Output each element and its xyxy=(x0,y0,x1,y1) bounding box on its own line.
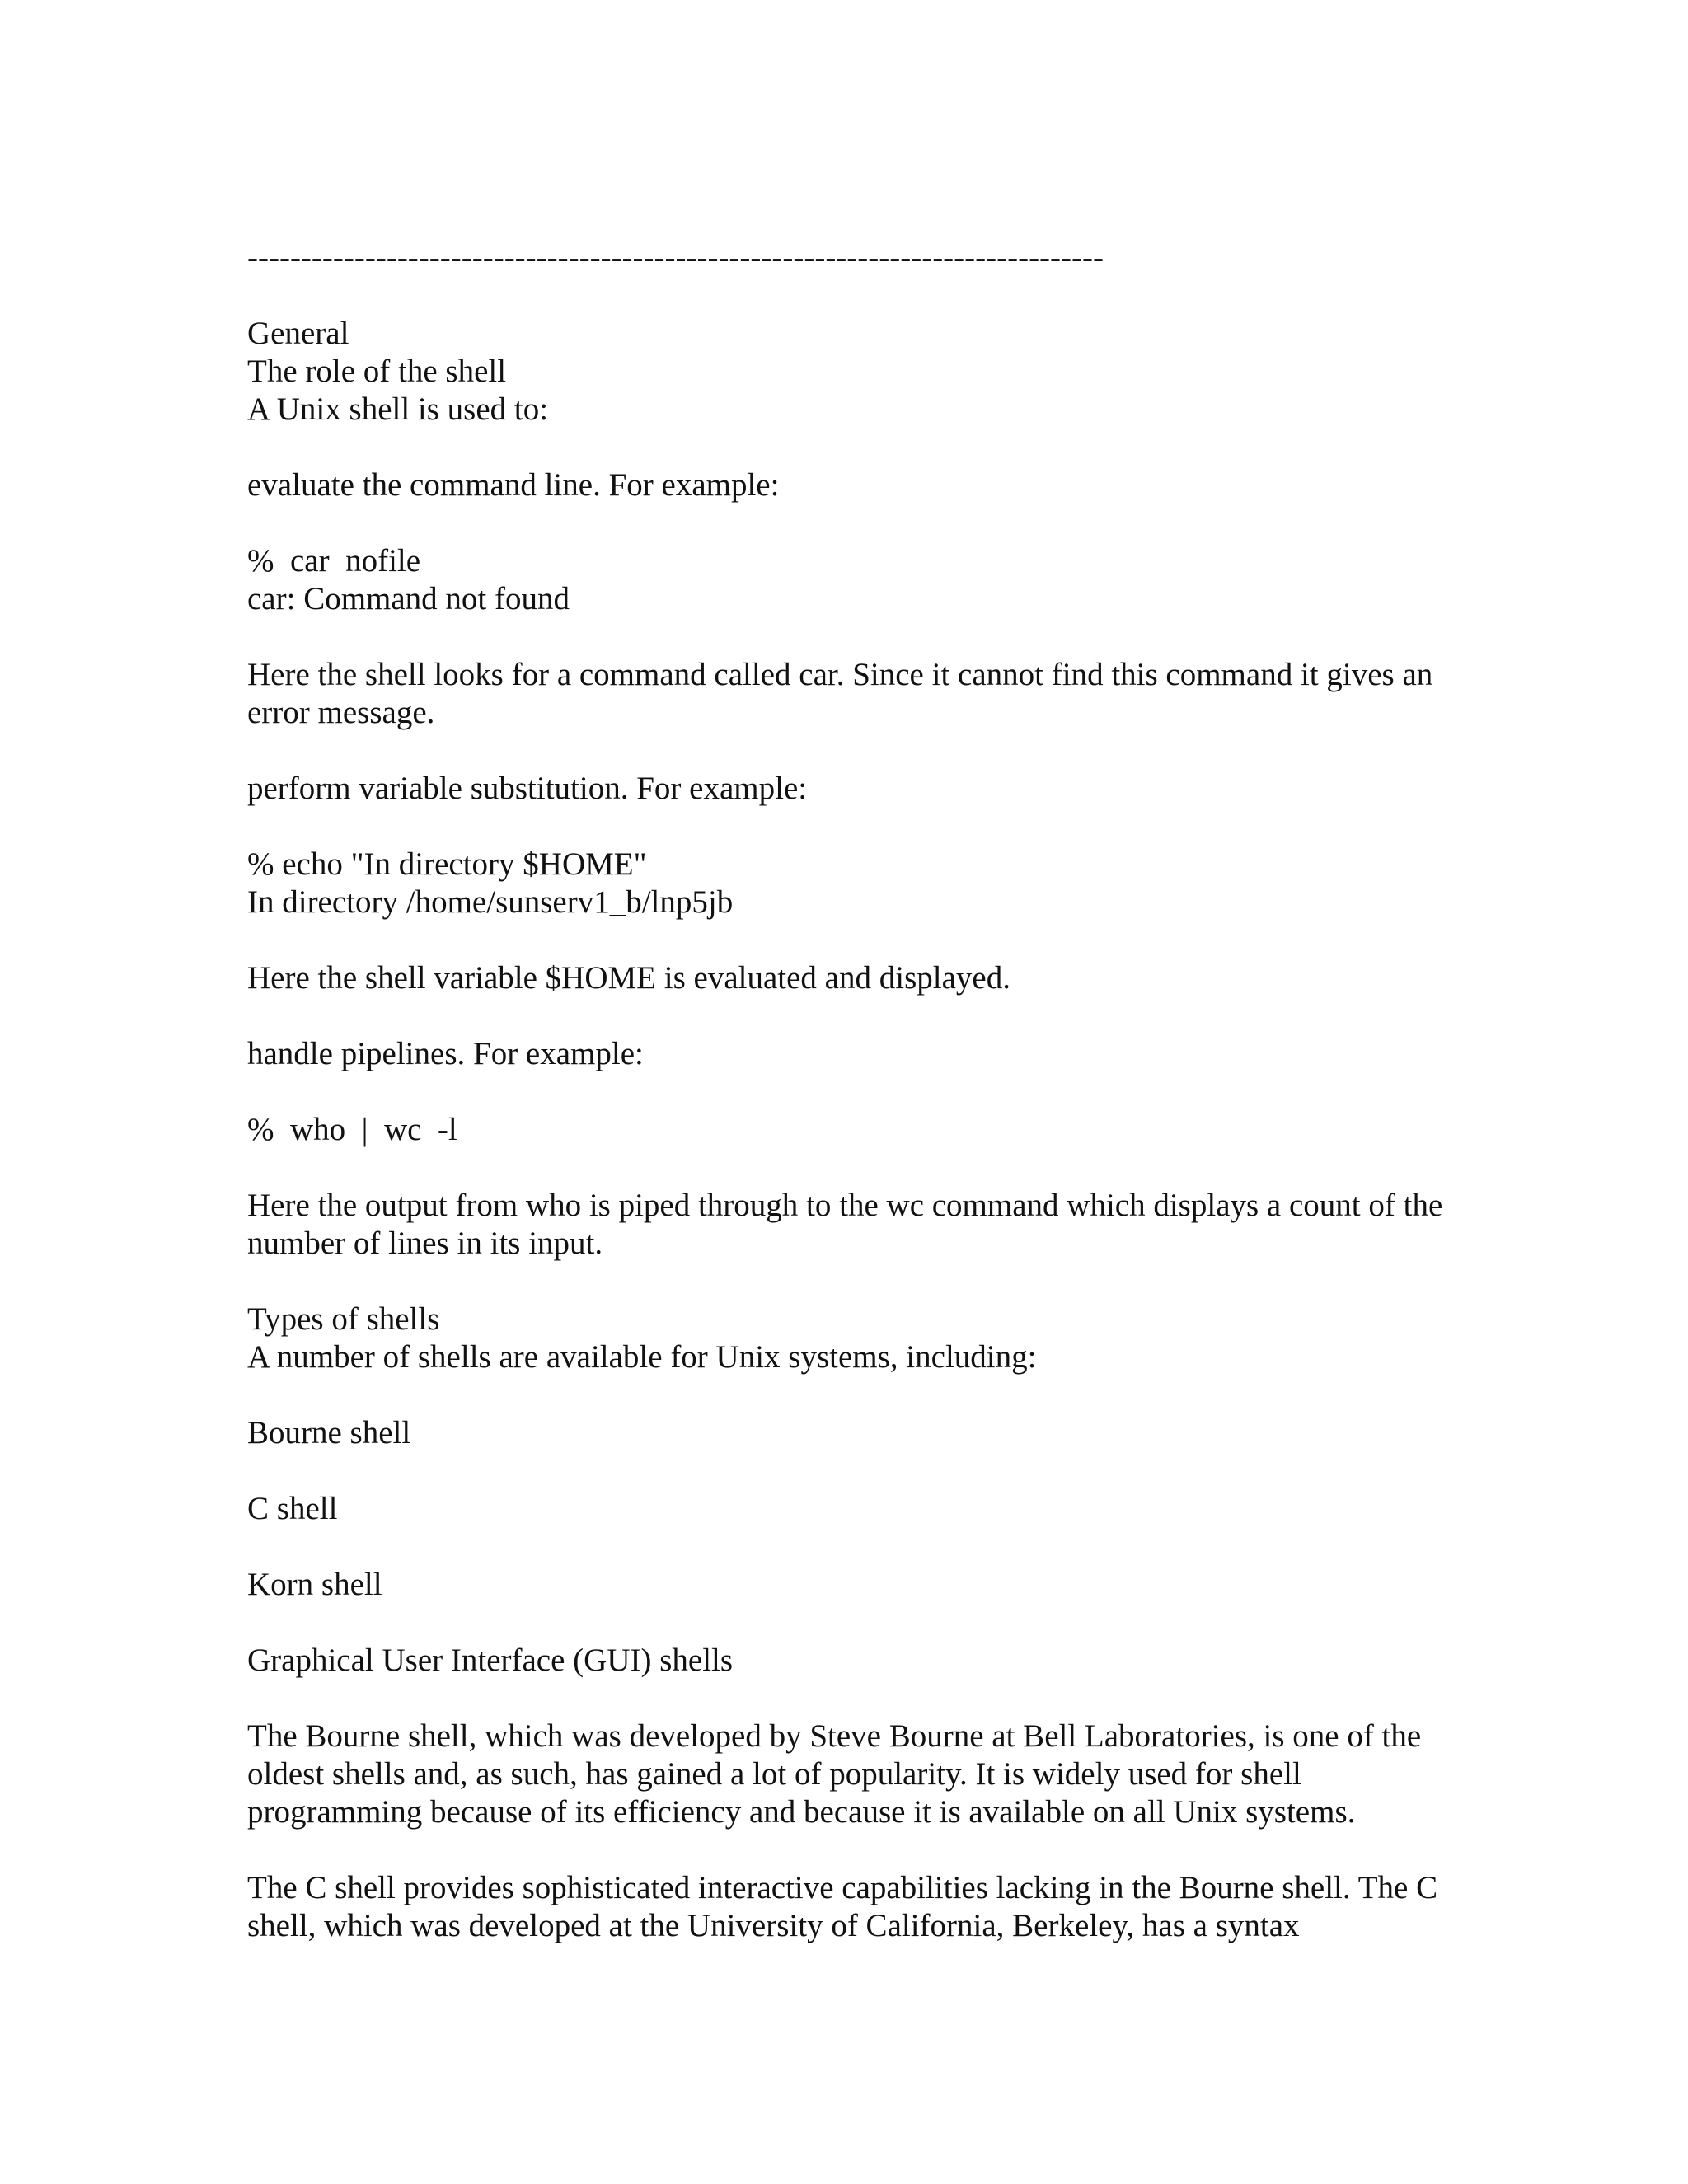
horizontal-rule: -------------------------------------------------------------------------------- xyxy=(247,240,1104,275)
item-label-substitution: perform variable substitution. For example: xyxy=(247,771,808,806)
code-line: In directory /home/sunserv1_b/lnp5jb xyxy=(247,884,734,920)
item-label-evaluate: evaluate the command line. For example: xyxy=(247,467,780,503)
section-heading-types: Types of shells xyxy=(247,1301,440,1337)
list-item: Bourne shell xyxy=(247,1415,411,1451)
code-line: % car nofile xyxy=(247,543,421,579)
subheading-role-of-shell: The role of the shell xyxy=(247,354,507,389)
paragraph-bourne-shell: The Bourne shell, which was developed by Steve Bourne at Bell Laboratories, is one of the oldest shells and, as such, has gained a lot of popularity. It is widely used for shell programming because of its efficiency and because it is available on all Unix systems. xyxy=(247,1718,1422,1830)
explanation-text: Here the shell looks for a command called car. Since it cannot find this command it gives an error message. xyxy=(247,657,1433,730)
code-line: % who | wc -l xyxy=(247,1112,457,1147)
explanation-text: Here the shell variable $HOME is evaluated and displayed. xyxy=(247,960,1010,996)
code-line: % echo "In directory $HOME" xyxy=(247,846,647,882)
list-item: C shell xyxy=(247,1491,338,1526)
intro-text: A Unix shell is used to: xyxy=(247,391,549,427)
code-line: car: Command not found xyxy=(247,581,570,616)
explanation-text: Here the output from who is piped through to the wc command which displays a count of the number of lines in its input. xyxy=(247,1188,1443,1261)
paragraph-c-shell: The C shell provides sophisticated interactive capabilities lacking in the Bourne shell. The C shell, which was developed at the University of California, Berkeley, has a syntax xyxy=(247,1870,1438,1943)
item-label-pipelines: handle pipelines. For example: xyxy=(247,1036,644,1071)
types-intro-text: A number of shells are available for Unix systems, including: xyxy=(247,1339,1037,1375)
list-item: Graphical User Interface (GUI) shells xyxy=(247,1643,734,1678)
section-heading-general: General xyxy=(247,316,349,351)
document-body xyxy=(247,239,1459,1945)
list-item: Korn shell xyxy=(247,1567,382,1602)
